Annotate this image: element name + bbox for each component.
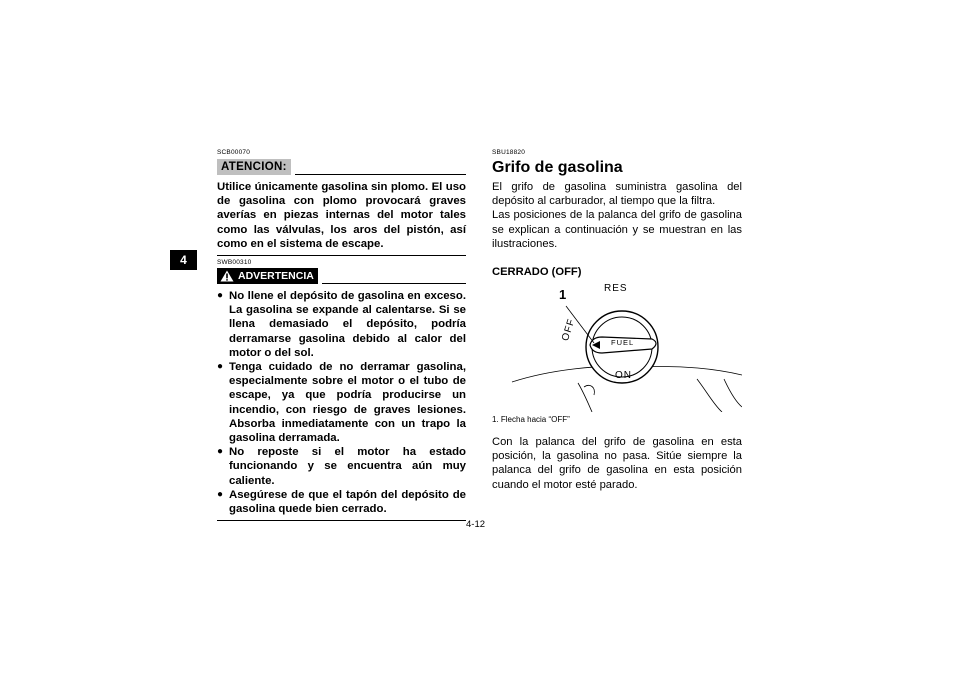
fuel-label: FUEL <box>611 338 635 348</box>
warning-item-text: No llene el depósito de gasolina en exceso. La gasolina se expande al calentarse. Si se llena demasiado el depósito, podría derramarse gasolina debido al calor del motor o del sol. <box>229 290 466 359</box>
on-label: ON <box>615 370 632 382</box>
warning-item-text: No reposte si el motor ha estado funcionando y se encuentra aún muy caliente. <box>229 446 466 487</box>
caution-rule <box>295 174 466 175</box>
warning-item-text: Tenga cuidado de no derramar gasolina, especialmente sobre el motor o el tubo de escape, ya que podría producirse un incendio, con riesgo de graves lesiones. Absorba inmediatamente con un trapo la gasolina derramada. <box>229 361 466 445</box>
callout-number: 1 <box>559 287 567 303</box>
chapter-tab: 4 <box>170 250 197 270</box>
bullet-icon: ● <box>217 290 224 302</box>
warning-label <box>217 268 318 284</box>
warning-bottom-rule <box>217 520 466 521</box>
warning-code: SWB00310 <box>217 259 252 267</box>
page-number: 4-12 <box>466 519 486 530</box>
res-label: RES <box>604 283 628 295</box>
warning-triangle-icon <box>220 270 234 282</box>
caution-header <box>217 159 466 175</box>
intro-paragraph: El grifo de gasolina suministra gasolina del depósito al carburador, al tiempo que la filtra. <box>492 181 742 208</box>
warning-list <box>217 289 466 516</box>
fuel-cock-drawing <box>492 287 742 412</box>
section-title: Grifo de gasolina <box>492 159 623 176</box>
caution-label: ATENCION: <box>217 159 291 175</box>
off-paragraph: Con la palanca del grifo de gasolina en esta posición, la gasolina no pasa. Sitúe siempre la palanca del grifo de gasolina en esta posición cuando el motor esté parado. <box>492 436 742 491</box>
warning-rule <box>322 283 466 284</box>
caution-code: SCB00070 <box>217 149 251 156</box>
bullet-icon: ● <box>217 488 224 500</box>
warning-header <box>217 268 466 284</box>
positions-paragraph: Las posiciones de la palanca del grifo de gasolina se explican a continuación y se muestran en las ilustraciones. <box>492 209 742 250</box>
caution-text: Utilice únicamente gasolina sin plomo. El uso de gasolina con plomo provocará graves averías en piezas internas del motor tales como las válvulas, los aros del pistón, así como en el sistema de escape. <box>217 181 466 250</box>
left-column <box>217 149 466 521</box>
fuel-cock-illustration <box>492 283 742 412</box>
off-subheading: CERRADO (OFF) <box>492 266 582 279</box>
warning-item-text: Asegúrese de que el tapón del depósito de gasolina quede bien cerrado. <box>229 488 466 516</box>
caution-bottom-rule <box>217 255 466 256</box>
right-column <box>492 149 742 492</box>
section-code: SBU18820 <box>492 149 526 156</box>
warning-item <box>217 445 466 488</box>
off-label: OFF <box>560 317 578 343</box>
bullet-icon: ● <box>217 361 224 373</box>
warning-item <box>217 289 466 360</box>
warning-item <box>217 360 466 445</box>
warning-item <box>217 488 466 516</box>
warning-label-text: ADVERTENCIA <box>238 270 314 283</box>
bullet-icon: ● <box>217 446 224 458</box>
figure-caption: 1. Flecha hacia “OFF” <box>492 415 570 425</box>
